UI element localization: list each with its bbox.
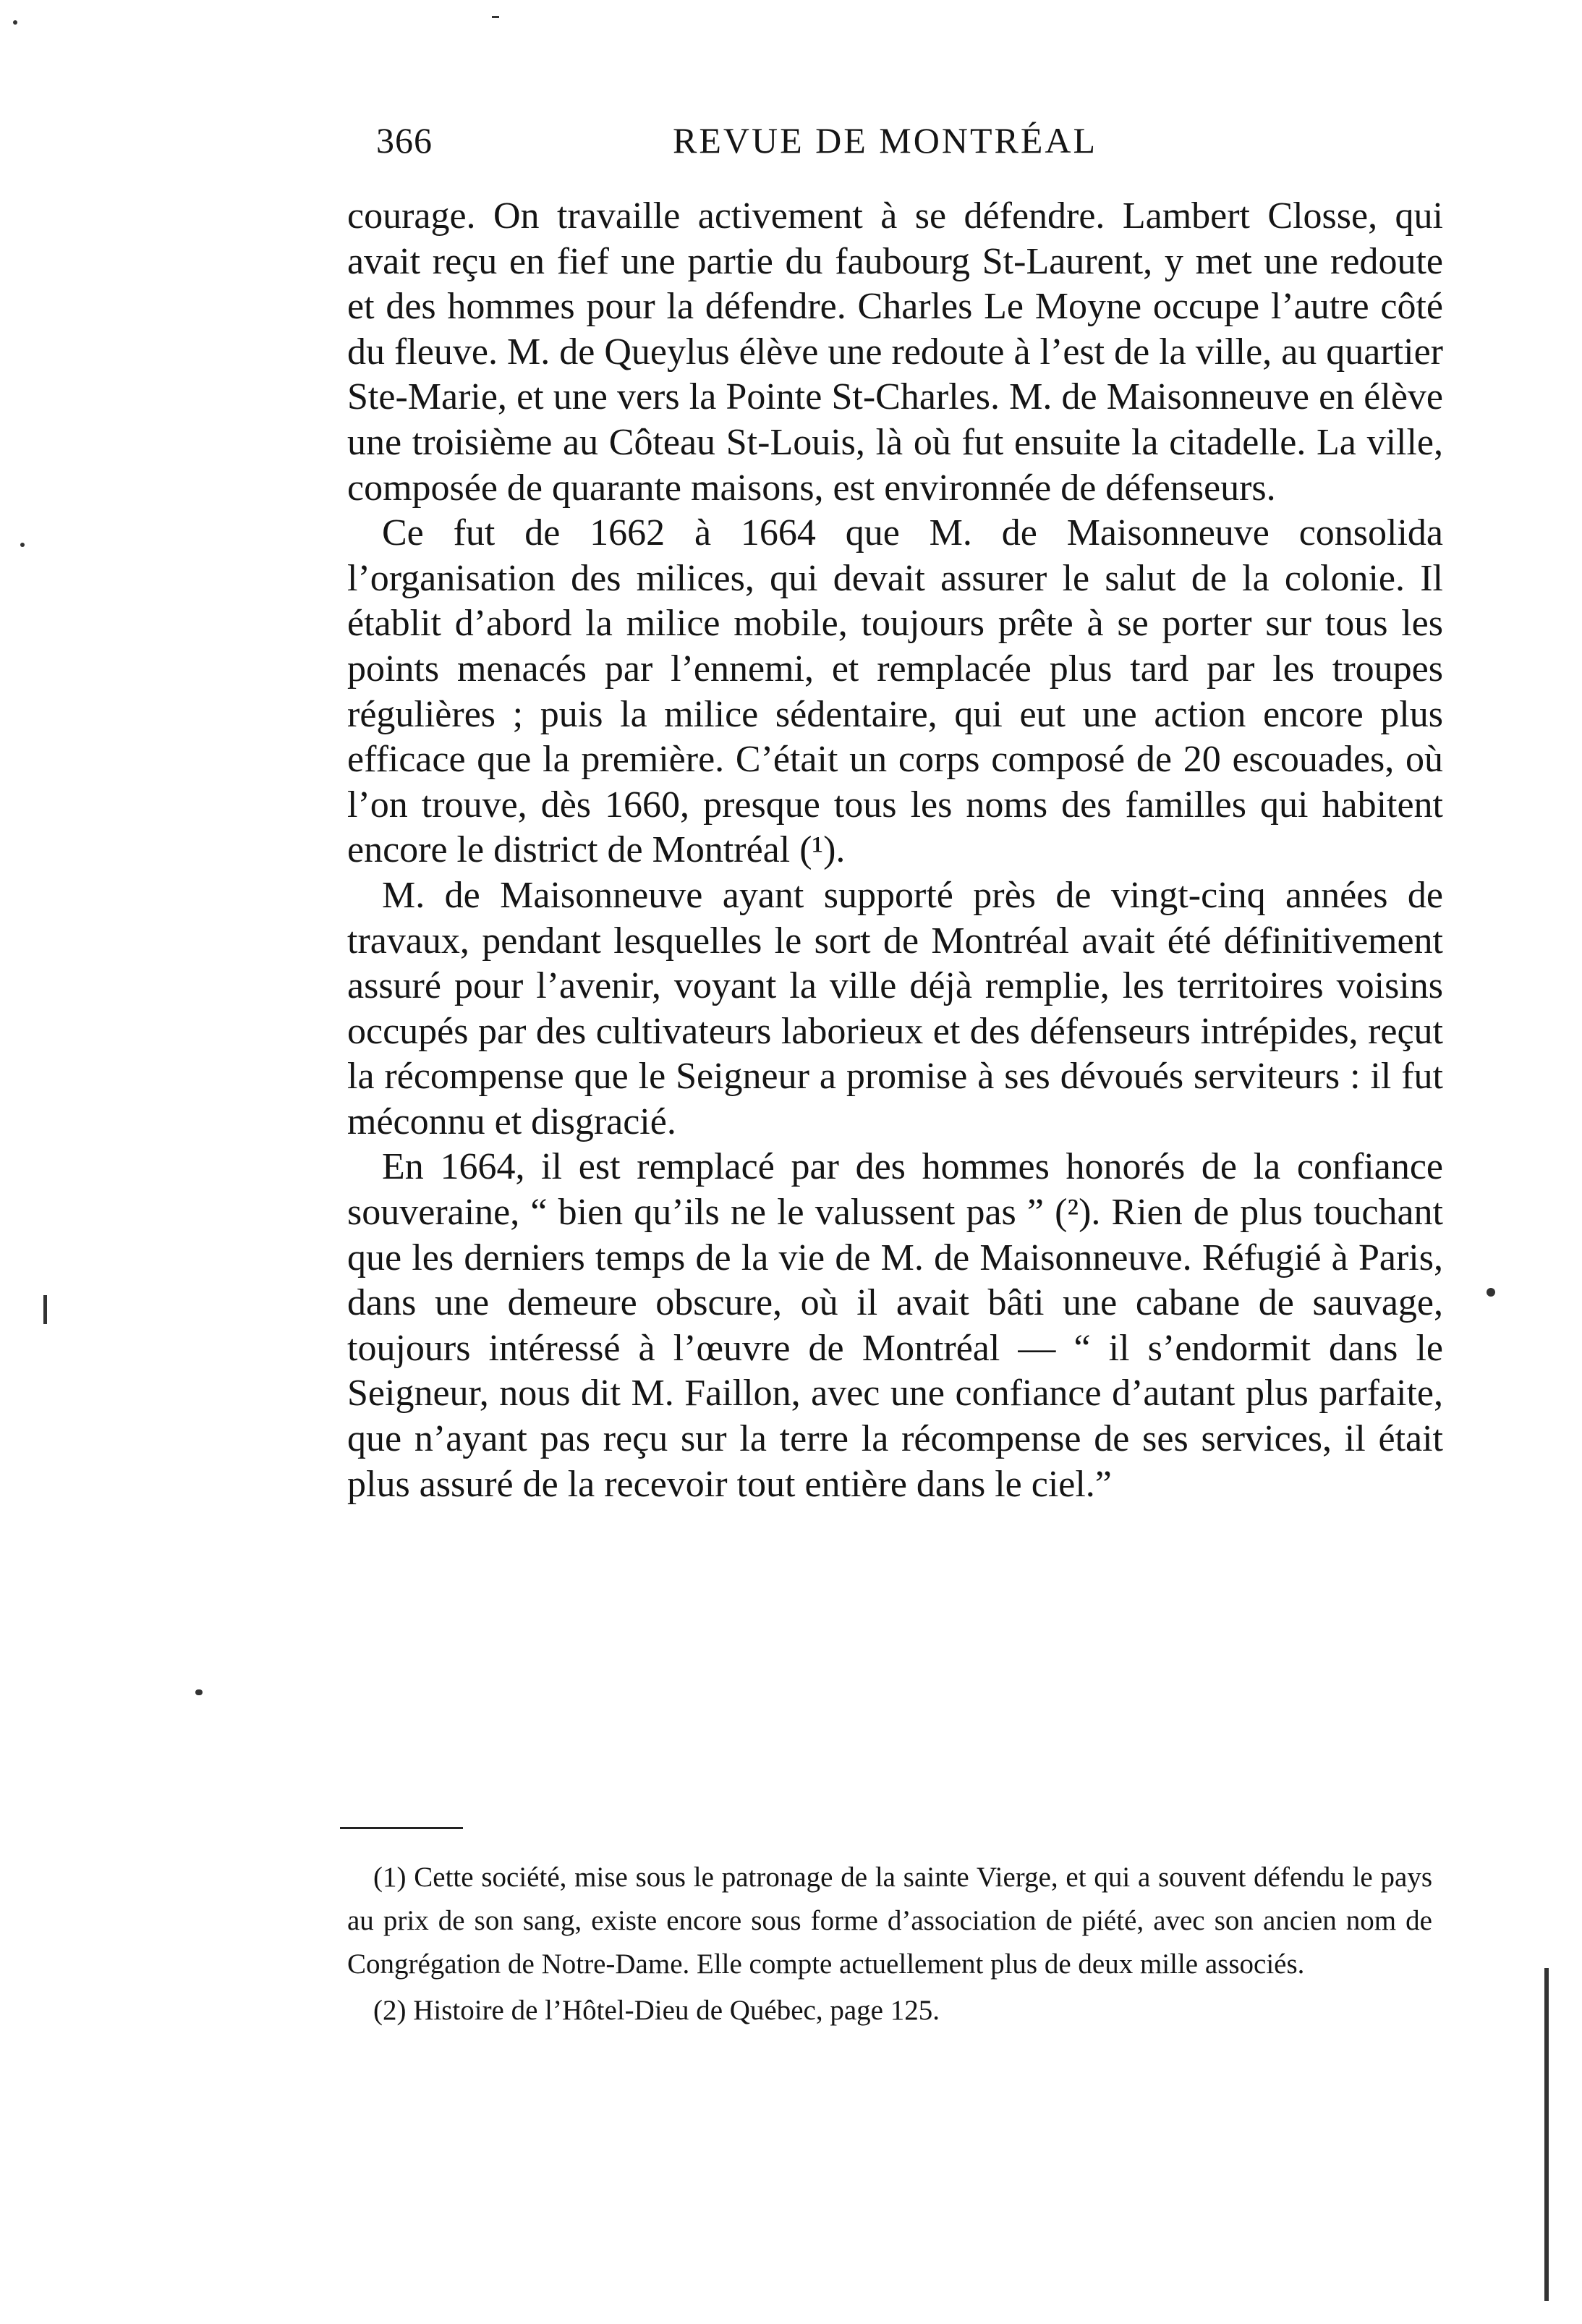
running-head <box>340 119 1432 170</box>
main-text <box>347 194 1443 1507</box>
paragraph-maisonneuve-disgrace: M. de Maisonneuve ayant supporté près de vingt-cinq années de travaux, pendant lesquelles le sort de Montréal avait été définitivement assuré pour l’avenir, voyant la ville déjà remplie, les territoires voisins occupés par des cultivateurs laborieux et des défenseurs intrépides, reçut la récompense que le Seigneur a promise à ses dévoués serviteurs : il fut méconnu et disgracié. <box>347 874 1443 1142</box>
footnotes <box>347 1856 1432 2032</box>
footnote-1: (1) Cette société, mise sous le patronage de la sainte Vierge, et qui a souvent défendu le pays au prix de son sang, existe encore sous forme d’association de piété, avec son ancien nom de Congrégation de Notre-Dame. Elle compte actuellement plus de deux mille associés. <box>347 1862 1432 1980</box>
paragraph-militia: Ce fut de 1662 à 1664 que M. de Maisonneuve consolida l’organisation des milices, qui devait assurer le salut de la colonie. Il établit d’abord la milice mobile, toujours prête à se porter sur tous les points menacés par l’ennemi, et remplacée plus tard par les troupes régulières ; puis la milice sédentaire, qui eut une action encore plus efficace que la première. C’était un corps composé de 20 escouades, où l’on trouve, dès 1660, presque tous les noms des familles qui habitent encore le district de Montréal (¹). <box>347 512 1443 871</box>
paragraph-defense: courage. On travaille activement à se défendre. Lambert Closse, qui avait reçu en fief une partie du faubourg St-Laurent, y met une redoute et des hommes pour la défendre. Charles Le Moyne occupe l’autre côté du fleuve. M. de Queylus élève une redoute à l’est de la ville, au quartier Ste-Marie, et une vers la Pointe St-Charles. M. de Maisonneuve en élève une troisième au Côteau St-Louis, là où fut ensuite la citadelle. La ville, composée de quarante maisons, est environnée de défenseurs. <box>347 195 1443 509</box>
paragraph-maisonneuve-death: En 1664, il est remplacé par des hommes honorés de la confiance souveraine, “ bien qu’ils ne le valussent pas ” (²). Rien de plus touchant que les derniers temps de la vie de M. de Maisonneuve. Réfugié à Paris, dans une demeure obscure, où il avait bâti une cabane de sauvage, toujours intéressé à l’œuvre de Montréal — “ il s’endormit dans le Seigneur, nous dit M. Faillon, avec une confiance d’autant plus parfaite, que n’ayant pas reçu sur la terre la récompense de ses services, il était plus assuré de la recevoir tout entière dans le ciel.” <box>347 1146 1443 1505</box>
footnote-2: (2) Histoire de l’Hôtel-Dieu de Québec, page 125. <box>373 1995 940 2026</box>
scan-speck <box>195 1689 203 1695</box>
scan-speck <box>20 543 25 547</box>
scan-speck <box>1487 1288 1495 1297</box>
footnote-rule <box>340 1827 463 1829</box>
scan-speck <box>13 20 17 25</box>
scan-edge-line <box>1544 1968 1549 2301</box>
page-number: 366 <box>376 120 433 161</box>
journal-title: REVUE DE MONTRÉAL <box>673 120 1098 161</box>
scan-speck <box>492 16 499 18</box>
scan-speck <box>43 1295 47 1324</box>
